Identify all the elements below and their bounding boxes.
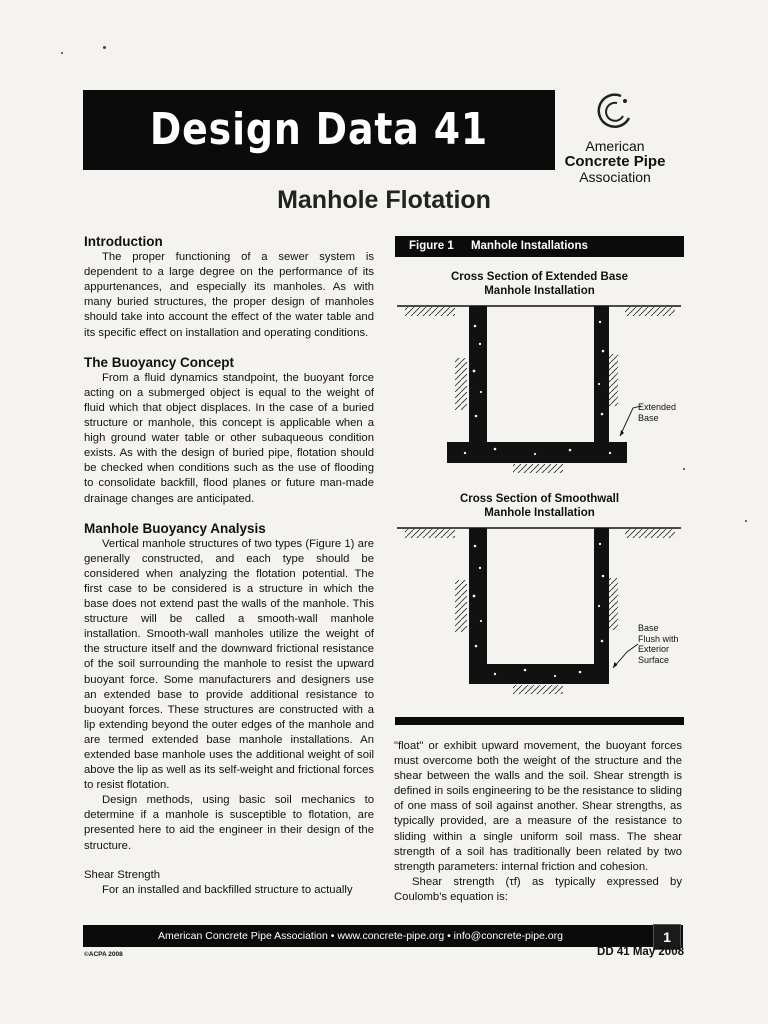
buoyancy-concept-heading: The Buoyancy Concept — [84, 354, 235, 370]
caption-line: Manhole Installation — [484, 285, 595, 297]
shear-strength-heading: Shear Strength — [84, 868, 160, 881]
base-flush-label — [638, 623, 698, 665]
figure-title: Manhole Installations — [470, 240, 588, 252]
label-line: Flush with — [638, 633, 679, 644]
right-text-column — [394, 739, 682, 905]
document-title: Design Data 41 — [149, 104, 489, 155]
acpa-logo — [560, 92, 670, 185]
figure-number: Figure 1 — [409, 240, 454, 252]
buoyancy-analysis-paragraph-1: Vertical manhole structures of two types (Figure 1) are generally constructed, and each type should be considered when analyzing the flotation potential. The first case to be considered is a structure in which the base does not extend past the walls of the manhole. This structure will be called a smooth-wall manhole installation. Smooth-wall manholes utilize the weight of the structure itself and the downward frictional resistance of the soil surrounding the manhole to resist the upward buoyant force. Some manufacturers and designers use an extended base to provide additional resistance to buoyant forces. These structures are constructed with a lip extending beyond the outer edges of the manhole and are termed extended base manhole installations. An extended base manhole uses the additional weight of soil above the lip as well as its self-weight and frictional forces to resist flotation. — [84, 537, 374, 792]
document-date: DD 41 May 2008 — [597, 946, 684, 958]
logo-line-3: Association — [579, 169, 651, 185]
label-line: Surface — [638, 654, 670, 665]
coulomb-paragraph: Shear strength (τf) as typically expressed by Coulomb's equation is: — [394, 875, 682, 903]
caption-line: Cross Section of Smoothwall — [459, 493, 620, 505]
shear-strength-paragraph: For an installed and backfilled structure to actually — [102, 883, 353, 896]
logo-line-1: American — [585, 138, 645, 154]
shear-continuation-paragraph: "float" or exhibit upward movement, the buoyant forces must overcome both the weight of the structure and the shear between the walls and the soil. Shear strength is defined in soils engineering to be the resistance to sliding of one mass of soil against another. Shear strengths, as typically provided, are a measure of the resistance to sliding within a single uniform soil mass. The shear strength of a soil has traditionally been related by two strength parameters: internal friction and cohesion. — [394, 740, 682, 873]
smoothwall-manhole — [397, 528, 681, 694]
scan-speck — [103, 46, 106, 49]
label-line: Base — [638, 623, 659, 633]
footer-contact: American Concrete Pipe Association • www.concrete-pipe.org • info@concrete-pipe.org — [158, 930, 563, 942]
page-title: Manhole Flotation — [277, 186, 491, 214]
scan-speck — [745, 520, 747, 522]
label-line: Exterior — [638, 644, 670, 654]
footer-bar — [83, 925, 683, 947]
copyright-notice: ©ACPA 2008 — [84, 951, 123, 958]
caption-line: Cross Section of Extended Base — [450, 271, 629, 283]
acpa-logo-icon — [595, 92, 635, 132]
label-line: Extended — [638, 402, 677, 412]
buoyancy-concept-paragraph: From a fluid dynamics standpoint, the buoyant force acting on a submerged object is equal to the weight of fluid which that object displaces. In the case of a buried structure or manhole, this concept is applicable when a high ground water table or other subaqueous condition exists. As with the design of buried pipe, flotation should be checked when conditions such as the use of flooding to consolidate backfill, flood planes or future man-made drainage changes are anticipated. — [84, 371, 374, 505]
figure-caption-extended-base — [395, 270, 684, 298]
left-text-column — [84, 234, 374, 898]
buoyancy-analysis-heading: Manhole Buoyancy Analysis — [84, 520, 266, 536]
extended-base-manhole — [397, 306, 681, 473]
scan-speck — [61, 52, 63, 54]
figure-header — [395, 236, 684, 257]
extended-base-label — [638, 402, 698, 423]
introduction-heading: Introduction — [84, 234, 163, 249]
label-line: Base — [638, 412, 659, 423]
title-banner — [83, 90, 555, 170]
buoyancy-analysis-paragraph-2: Design methods, using basic soil mechanics to determine if a manhole is susceptible to flotation, are presented here to aid the engineer in their design of the structure. — [84, 794, 374, 852]
logo-line-2: Concrete Pipe — [564, 153, 666, 170]
page-number: 1 — [653, 924, 681, 950]
scan-speck — [683, 468, 685, 470]
introduction-paragraph: The proper functioning of a sewer system is dependent to a large degree on the performance of its appurtenances, and especially its manholes. As with many buried structures, the proper design of manholes should take into account the effect of the water table and its specific effect on installation and operating conditions. — [84, 251, 374, 339]
figure-bottom-rule — [395, 717, 684, 725]
caption-line: Manhole Installation — [484, 507, 595, 519]
